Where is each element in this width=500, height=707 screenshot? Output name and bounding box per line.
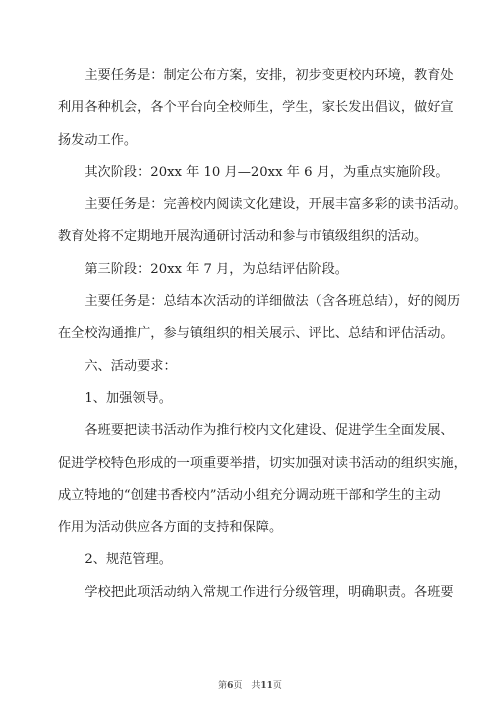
text-line: 第三阶段：20xx 年 7 月，为总结评估阶段。 (58, 261, 348, 277)
text-line: 主要任务是：制定公布方案，安排，初步变更校内环境，教育处 (58, 68, 454, 83)
paragraph-task-1 (58, 60, 458, 157)
text-line: 利用各种机会，各个平台向全校师生，学生，家长发出倡议，做好宣 (58, 100, 454, 116)
text-line: 学校把此项活动纳入常规工作进行分级管理，明确职责。各班要 (58, 584, 454, 600)
text-line: 主要任务是：完善校内阅读文化建设，开展丰富多彩的读书活动。 (58, 197, 467, 213)
text-line: 作用为活动供应各方面的支持和保障。 (58, 520, 283, 536)
text-line: 促进学校特色形成的一项重要举措，切实加强对读书活动的组织实施， (58, 455, 467, 471)
total-page-number: 11 (260, 681, 273, 691)
text-line: 各班要把读书活动作为推行校内文化建设、促进学生全面发展、 (58, 423, 454, 439)
text-line: 其次阶段：20xx 年 10 月—20xx 年 6 月，为重点实施阶段。 (58, 164, 449, 180)
subheading-leadership (58, 383, 458, 415)
text-line: 成立特地的“创建书香校内”活动小组充分调动班干部和学生的主动 (58, 487, 441, 503)
text-line: 2、规范管理。 (58, 552, 172, 568)
paragraph-management (58, 577, 458, 609)
text-line: 在全校沟通推广，参与镇组织的相关展示、评比、总结和评估活动。 (58, 326, 454, 342)
text-line: 六、活动要求： (58, 358, 177, 374)
paragraph-stage-3 (58, 254, 458, 286)
footer-suffix: 页 (272, 681, 282, 691)
footer-prefix: 第 (218, 681, 228, 691)
text-line: 教育处将不定期地开展沟通研讨活动和参与市镇级组织的活动。 (58, 229, 428, 245)
text-line: 1、加强领导。 (58, 390, 172, 406)
document-body (58, 60, 467, 609)
section-heading-requirements (58, 351, 458, 383)
paragraph-stage-2 (58, 157, 458, 189)
subheading-management (58, 544, 458, 576)
paragraph-task-3 (58, 286, 461, 351)
paragraph-task-2 (58, 189, 467, 254)
footer-middle: 页 共 (233, 681, 261, 691)
text-line: 扬发动工作。 (58, 132, 138, 148)
current-page-number: 6 (227, 681, 234, 691)
paragraph-leadership (58, 415, 467, 544)
page-footer (0, 678, 500, 691)
text-line: 主要任务是：总结本次活动的详细做法（含各班总结），好的阅历 (58, 294, 461, 310)
